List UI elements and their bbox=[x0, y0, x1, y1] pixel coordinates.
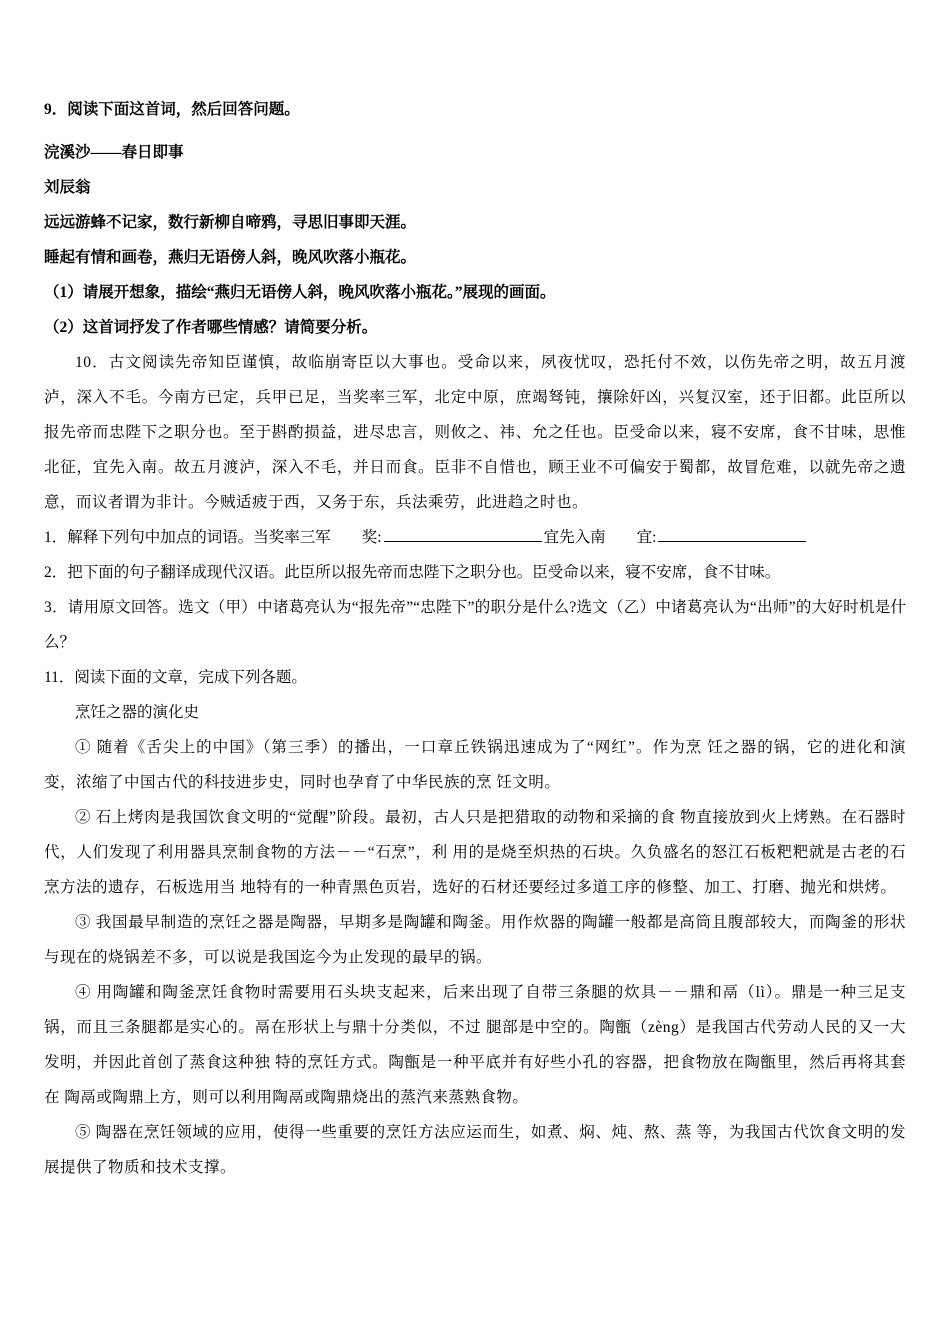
q11-paragraph-5: ⑤ 陶器在烹饪领域的应用，使得一些重要的烹饪方法应运而生，如煮、焖、炖、熬、蒸 等，为我国古代饮食文明的发展提供了物质和技术支撑。 bbox=[44, 1124, 906, 1176]
q10-subquestion-2: 2．把下面的句子翻译成现代汉语。此臣所以报先帝而忠陛下之职分也。臣受命以来，寝不安席，食不甘味。 bbox=[44, 564, 781, 581]
q11-paragraph-1: ① 随着《舌尖上的中国》（第三季）的播出，一口章丘铁锅迅速成为了“网红”。作为烹 饪之器的锅，它的进化和演变，浓缩了中国古代的科技进步史，同时也孕育了中华民族的烹 饪文明。 bbox=[44, 739, 906, 791]
q11-paragraph-4: ④ 用陶罐和陶釜烹饪食物时需要用石头块支起来，后来出现了自带三条腿的炊具－－鼎和鬲（lì）。鼎是一种三足支锅，而且三条腿都是实心的。鬲在形状上与鼎十分类似，不过 腿部是中空的。陶甑（zèng）是我国古代劳动人民的又一大发明，并因此首创了蒸食这种独 特的烹饪方式。陶甑是一种平底并有好些小孔的容器，把食物放在陶甑里，然后再将其套在 陶鬲或陶鼎上方，则可以利用陶鬲或陶鼎烧出的蒸汽来蒸熟食物。 bbox=[44, 984, 906, 1106]
answer-blank-2 bbox=[658, 527, 806, 542]
q10-passage: 10．古文阅读先帝知臣谨慎，故临崩寄臣以大事也。受命以来，夙夜忧叹，恐托付不效，以伤先帝之明，故五月渡泸，深入不毛。今南方已定，兵甲已足，当奖率三军，北定中原，庶竭驽钝，攘除奸凶，兴复汉室，还于旧都。此臣所以报先帝而忠陛下之职分也。至于斟酌损益，进尽忠言，则攸之、祎、允之任也。臣受命以来，寝不安席，食不甘味，思惟北征，宜先入南。故五月渡泸，深入不毛，并日而食。臣非不自惜也，顾王业不可偏安于蜀都，故冒危难，以就先帝之遗意，而议者谓为非计。今贼适疲于西，又务于东，兵法乘劳，此进趋之时也。 bbox=[44, 354, 906, 511]
q9-poem-line-1: 远远游蜂不记家，数行新柳自啼鸦，寻思旧事即天涯。 bbox=[44, 214, 417, 231]
q9-poem-line-2: 睡起有情和画卷，燕归无语傍人斜，晚风吹落小瓶花。 bbox=[44, 249, 417, 266]
answer-blank-1 bbox=[384, 527, 542, 542]
q9-poem-title: 浣溪沙——春日即事 bbox=[44, 144, 184, 161]
q11-paragraph-2: ② 石上烤肉是我国饮食文明的“觉醒”阶段。最初，古人只是把猎取的动物和采摘的食 物直接放到火上烤熟。在石器时代，人们发现了利用器具烹制食物的方法－－“石烹”，利 用的是烧至炽热的石块。久负盛名的怒江石板粑粑就是古老的石烹方法的遗存，石板选用当 地特有的一种青黑色页岩，选好的石材还要经过多道工序的修整、加工、打磨、抛光和烘烤。 bbox=[44, 809, 906, 896]
q9-subquestion-1: （1）请展开想象，描绘“燕归无语傍人斜，晚风吹落小瓶花。”展现的画面。 bbox=[44, 284, 556, 301]
q10-subquestion-3: 3．请用原文回答。选文（甲）中诸葛亮认为“报先帝”“忠陛下”的职分是什么?选文（乙）中诸葛亮认为“出师”的大好时机是什么？ bbox=[44, 599, 906, 651]
q11-header: 11．阅读下面的文章，完成下列各题。 bbox=[44, 669, 307, 686]
q9-poem-author: 刘辰翁 bbox=[44, 179, 91, 196]
q10-subquestion-1 bbox=[44, 520, 906, 555]
q11-paragraph-3: ③ 我国最早制造的烹饪之器是陶器，早期多是陶罐和陶釜。用作炊器的陶罐一般都是高筒且腹部较大，而陶釜的形状与现在的烧锅差不多，可以说是我国迄今为止发现的最早的锅。 bbox=[44, 914, 906, 966]
q10-sub1-text-part2: 宜先入南 宜: bbox=[543, 529, 657, 546]
q9-header: 9．阅读下面这首词，然后回答问题。 bbox=[44, 101, 300, 118]
q11-article-title: 烹饪之器的演化史 bbox=[75, 704, 200, 721]
q9-subquestion-2: （2）这首词抒发了作者哪些情感？请简要分析。 bbox=[44, 319, 378, 336]
q10-sub1-text-part1: 1．解释下列句中加点的词语。当奖率三军 奖: bbox=[44, 529, 382, 546]
